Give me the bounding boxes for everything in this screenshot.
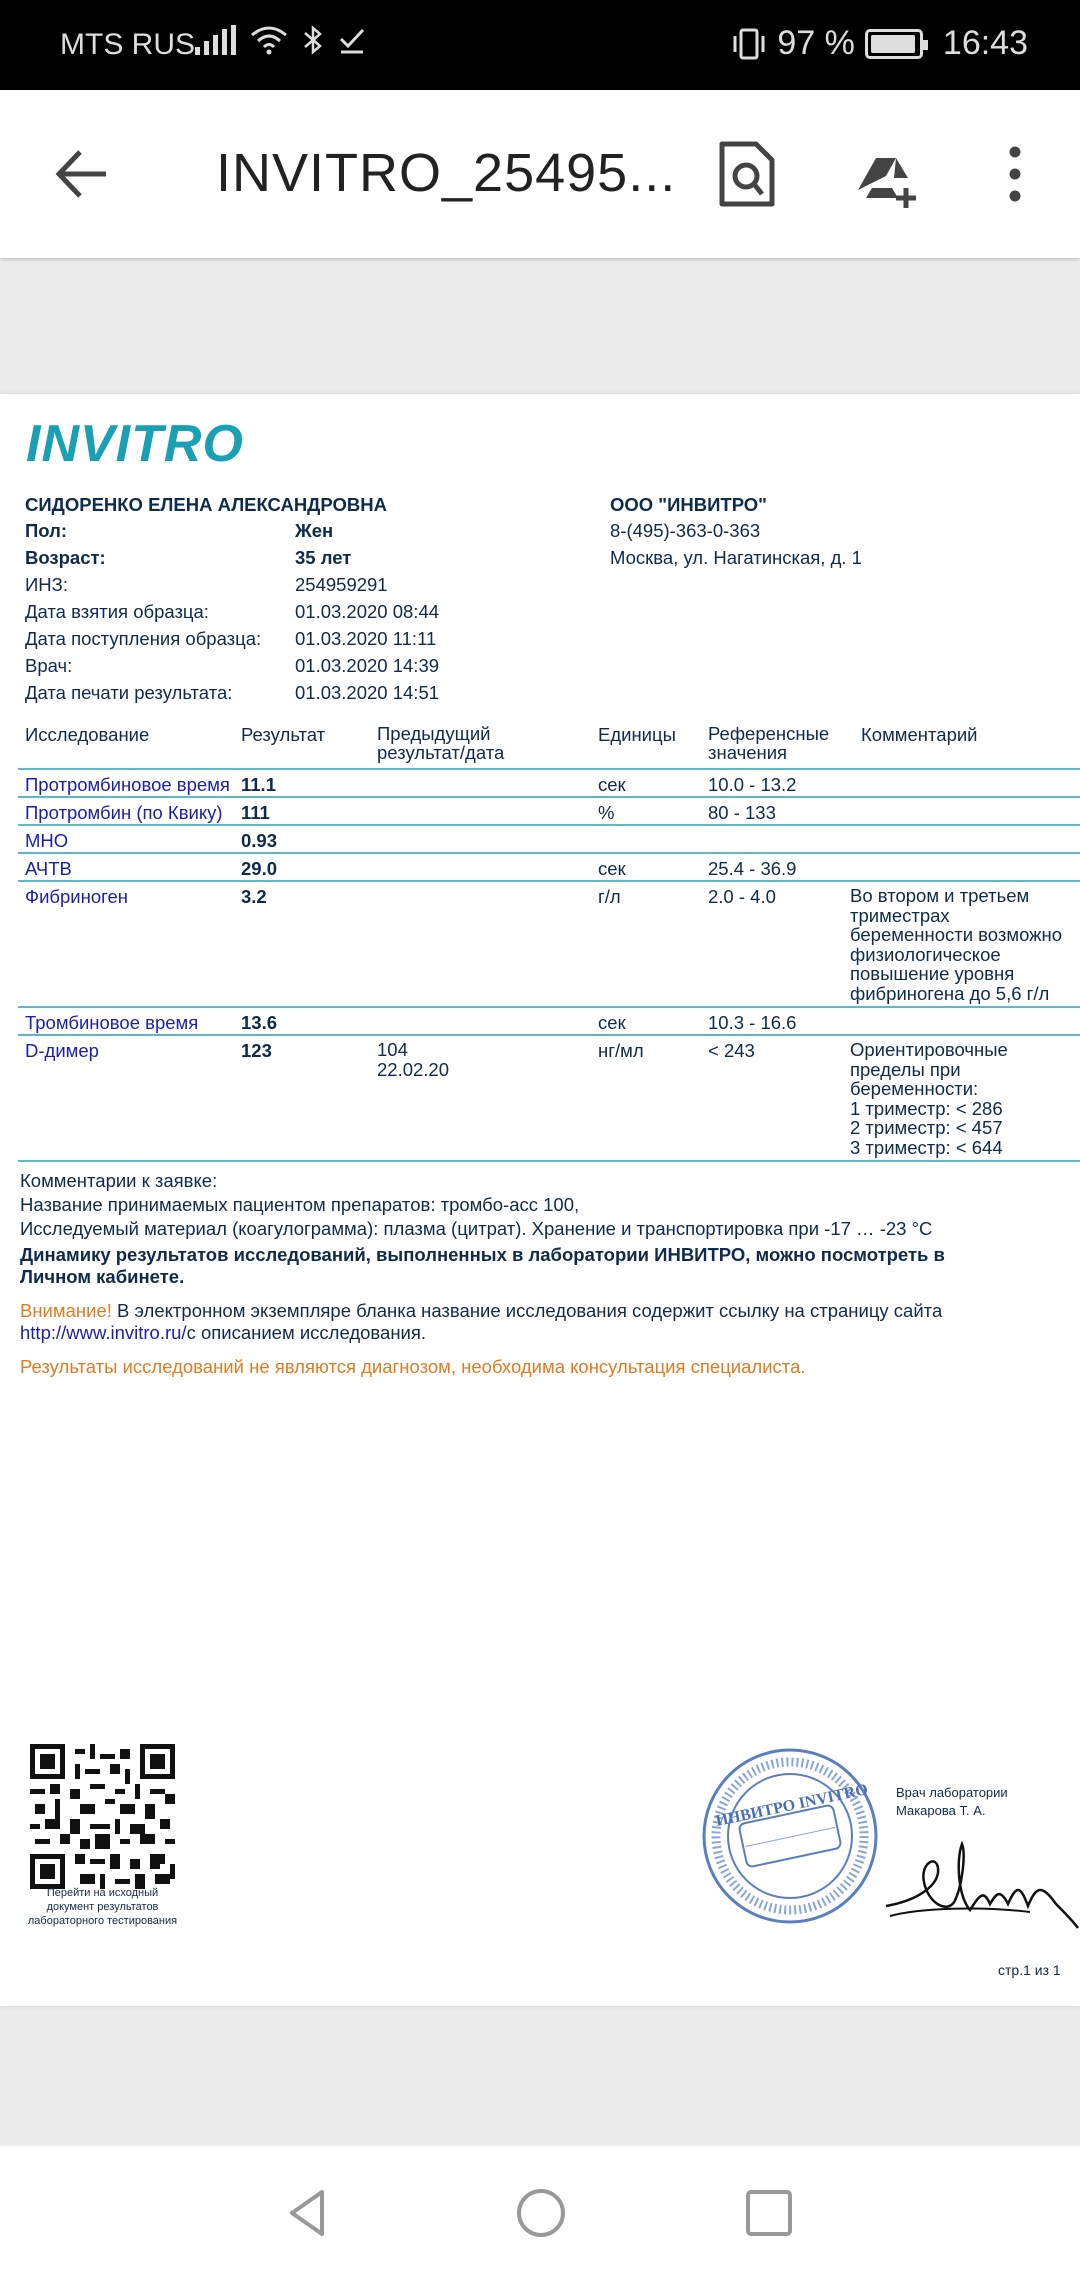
row-divider bbox=[18, 1160, 1080, 1162]
result-value: 111 bbox=[241, 802, 270, 823]
field-value-inz: 254959291 bbox=[295, 574, 388, 595]
row-divider bbox=[18, 824, 1080, 826]
units-value: г/л bbox=[598, 886, 621, 907]
ref-value: 25.4 - 36.9 bbox=[708, 858, 797, 879]
check-icon bbox=[338, 25, 366, 55]
status-icons-left bbox=[195, 24, 366, 56]
row-divider bbox=[18, 796, 1080, 798]
field-label-print-date: Дата печати результата: bbox=[25, 682, 233, 703]
nav-recents-icon[interactable] bbox=[742, 2186, 796, 2240]
notes-bold-1: Динамику результатов исследований, выполненных в лаборатории ИНВИТРО, можно посмотреть в bbox=[20, 1244, 945, 1265]
comment-d-dimer: Ориентировочные пределы при беременности: 1 триместр: < 286 2 триместр: < 457 3 триместр: < 644 bbox=[850, 1039, 1008, 1158]
field-label-doctor: Врач: bbox=[25, 655, 73, 676]
ref-value: 2.0 - 4.0 bbox=[708, 886, 776, 907]
col-header-comment: Комментарий bbox=[861, 724, 978, 745]
test-name-thrombin-time[interactable]: Тромбиновое время bbox=[25, 1012, 199, 1033]
units-value: сек bbox=[598, 774, 626, 795]
result-value: 123 bbox=[241, 1040, 272, 1061]
battery-icon bbox=[865, 29, 923, 59]
ref-value: 10.0 - 13.2 bbox=[708, 774, 797, 795]
vibrate-icon bbox=[731, 27, 767, 61]
document-search-icon[interactable] bbox=[714, 138, 782, 210]
field-value-doctor: 01.03.2020 14:39 bbox=[295, 655, 440, 676]
lab-phone: 8-(495)-363-0-363 bbox=[610, 520, 761, 541]
ref-value: 10.3 - 16.6 bbox=[708, 1012, 797, 1033]
battery-percent: 97 % bbox=[777, 24, 855, 62]
test-name-d-dimer[interactable]: D-димер bbox=[25, 1040, 99, 1061]
comment-fibrinogen: Во втором и третьем триместрах беременности возможно физиологическое повышение уровня фибриногена до 5,6 г/л bbox=[850, 885, 1063, 1004]
status-bar bbox=[0, 0, 1080, 90]
nav-back-icon[interactable] bbox=[282, 2186, 336, 2240]
test-name-inr[interactable]: МНО bbox=[25, 830, 69, 851]
page-number: стр.1 из 1 bbox=[998, 1962, 1061, 1978]
units-value: сек bbox=[598, 858, 626, 879]
notes-line-2: Исследуемый материал (коагулограмма): плазма (цитрат). Хранение и транспортировка при -17 … -23 °С bbox=[20, 1218, 933, 1239]
result-value: 29.0 bbox=[241, 858, 278, 879]
back-arrow-icon[interactable] bbox=[52, 144, 112, 204]
test-name-aptt[interactable]: АЧТВ bbox=[25, 858, 72, 879]
field-label-age: Возраст: bbox=[25, 547, 106, 568]
test-name-prothrombin-time[interactable]: Протромбиновое время bbox=[25, 774, 230, 795]
result-value: 3.2 bbox=[241, 886, 267, 907]
lab-stamp bbox=[698, 1744, 883, 1929]
site-link[interactable]: http://www.invitro.ru/ bbox=[20, 1322, 187, 1343]
disclaimer: Результаты исследований не являются диагнозом, необходима консультация специалиста. bbox=[20, 1356, 806, 1377]
invitro-logo: INVITRO bbox=[26, 415, 244, 473]
qr-caption: Перейти на исходный документ результатов лабораторного тестирования bbox=[27, 1887, 178, 1927]
notes-line-1: Название принимаемых пациентом препаратов: тромбо-асс 100, bbox=[20, 1194, 580, 1215]
units-value: нг/мл bbox=[598, 1040, 644, 1061]
field-value-sex: Жен bbox=[295, 520, 334, 541]
drive-add-icon[interactable] bbox=[852, 138, 920, 210]
test-name-prothrombin-quick[interactable]: Протромбин (по Квику) bbox=[25, 802, 223, 823]
doctor-name: Макарова Т. А. bbox=[896, 1803, 986, 1818]
units-value: сек bbox=[598, 1012, 626, 1033]
col-header-result: Результат bbox=[241, 724, 326, 745]
table-divider bbox=[18, 768, 1080, 770]
lab-name: ООО "ИНВИТРО" bbox=[610, 494, 767, 515]
result-value: 13.6 bbox=[241, 1012, 278, 1033]
field-value-sample-date: 01.03.2020 08:44 bbox=[295, 601, 440, 622]
lab-address: Москва, ул. Нагатинская, д. 1 bbox=[610, 547, 862, 568]
field-label-sex: Пол: bbox=[25, 520, 68, 541]
bluetooth-icon bbox=[302, 24, 324, 56]
row-divider bbox=[18, 852, 1080, 854]
row-divider bbox=[18, 880, 1080, 882]
stamp-text: ИНВИТРО INVITRO bbox=[714, 1781, 870, 1830]
ref-value: 80 - 133 bbox=[708, 802, 776, 823]
document-page bbox=[0, 394, 1080, 2006]
notes-header: Комментарии к заявке: bbox=[20, 1170, 218, 1191]
field-value-age: 35 лет bbox=[295, 547, 352, 568]
test-name-fibrinogen[interactable]: Фибриноген bbox=[25, 886, 128, 907]
system-nav-bar bbox=[0, 2146, 1080, 2280]
col-header-prev: Предыдущий результат/дата bbox=[377, 723, 505, 763]
row-divider bbox=[18, 1034, 1080, 1036]
wifi-icon bbox=[250, 25, 288, 55]
doctor-title: Врач лаборатории bbox=[896, 1785, 1008, 1800]
app-bar bbox=[0, 90, 1080, 258]
field-label-received-date: Дата поступления образца: bbox=[25, 628, 262, 649]
col-header-units: Единицы bbox=[598, 724, 676, 745]
site-link-line: http://www.invitro.ru/с описанием исследования. bbox=[20, 1322, 427, 1343]
field-value-print-date: 01.03.2020 14:51 bbox=[295, 682, 440, 703]
patient-name: СИДОРЕНКО ЕЛЕНА АЛЕКСАНДРОВНА bbox=[25, 494, 387, 515]
notes-bold-2[interactable]: Личном кабинете. bbox=[20, 1266, 185, 1287]
doctor-signature-block bbox=[896, 1784, 1008, 1820]
col-header-test: Исследование bbox=[25, 724, 150, 745]
more-vert-icon[interactable] bbox=[980, 138, 1030, 210]
ref-value: < 243 bbox=[708, 1040, 755, 1061]
field-value-received-date: 01.03.2020 11:11 bbox=[295, 628, 437, 649]
prev-result: 104 22.02.20 bbox=[377, 1039, 450, 1080]
carrier-name: MTS RUS bbox=[60, 28, 195, 61]
result-value: 11.1 bbox=[241, 774, 276, 795]
attention-label: Внимание! bbox=[20, 1300, 112, 1321]
signal-icon bbox=[195, 25, 236, 55]
status-icons-right bbox=[731, 24, 1028, 63]
doctor-signature bbox=[880, 1824, 1080, 1934]
row-divider bbox=[18, 1006, 1080, 1008]
field-label-inz: ИНЗ: bbox=[25, 574, 68, 595]
attention-line: Внимание! В электронном экземпляре бланка название исследования содержит ссылку на страницу сайта bbox=[20, 1300, 943, 1321]
result-value: 0.93 bbox=[241, 830, 278, 851]
field-label-sample-date: Дата взятия образца: bbox=[25, 601, 209, 622]
col-header-ref: Референсные значения bbox=[708, 723, 830, 763]
clock: 16:43 bbox=[942, 24, 1028, 62]
units-value: % bbox=[598, 802, 615, 823]
qr-code-icon[interactable] bbox=[30, 1744, 175, 1889]
document-title: INVITRO_25495... bbox=[216, 143, 677, 203]
nav-home-icon[interactable] bbox=[514, 2186, 568, 2240]
